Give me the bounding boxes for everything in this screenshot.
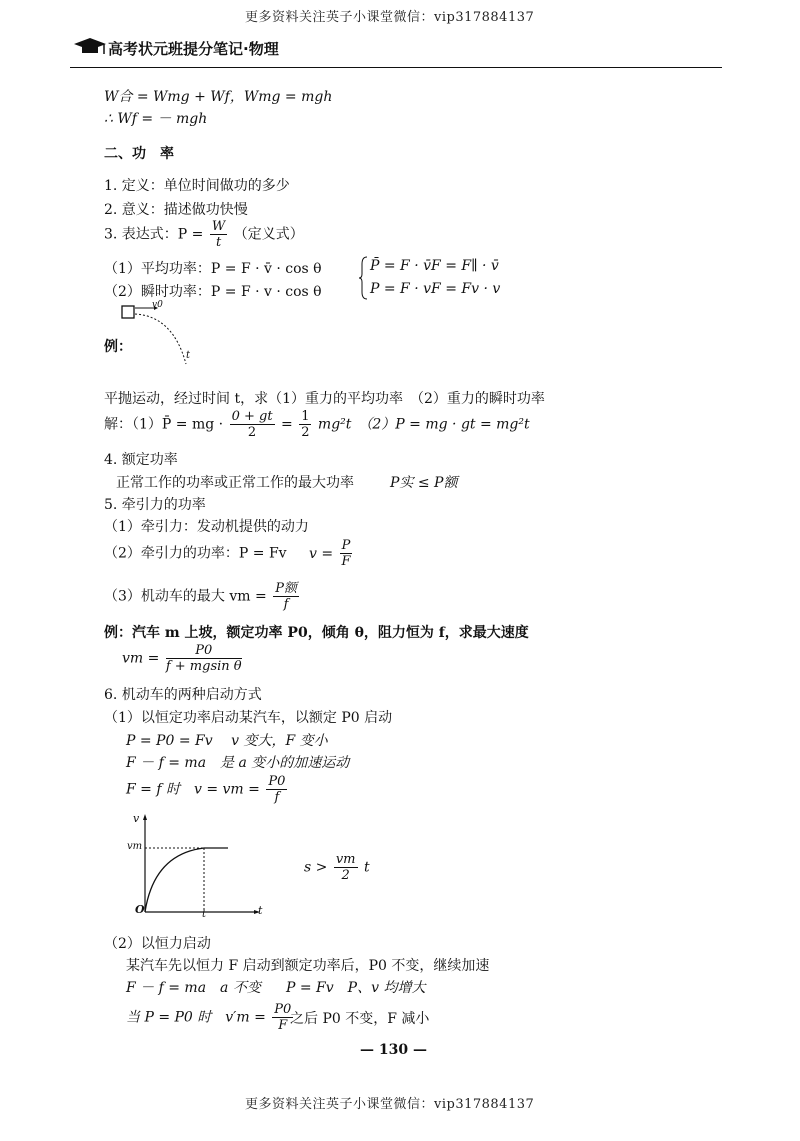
frac-num: P0: [166, 643, 242, 659]
sol-part-a: 解：（1）P̄ = mg ·: [104, 416, 224, 433]
watermark-bottom: 更多资料关注英子小课堂微信：vip317884137: [245, 1097, 535, 1112]
frac-den: F: [341, 554, 351, 569]
def-1: 1. 定义：单位时间做功的多少: [104, 178, 290, 194]
frac-den: f: [283, 597, 289, 612]
traction-title: 5. 牵引力的功率: [104, 497, 206, 513]
fig-v0-label: v0: [152, 300, 163, 310]
projectile-solution: [104, 409, 530, 440]
traction-power-eq: （2）牵引力的功率：P = Fv: [104, 545, 287, 562]
graduation-cap-icon: [72, 36, 108, 62]
graph-t-mark: t: [202, 909, 207, 920]
frac-num: P额: [275, 581, 297, 596]
fraction-half: [299, 409, 311, 440]
def-2: 2. 意义：描述做功快慢: [104, 202, 248, 218]
const-force-eq-1: F － f = ma a 不变: [126, 980, 261, 996]
frac-num: 1: [301, 409, 310, 424]
graph-origin-label: O: [135, 903, 145, 916]
displacement-ineq: [304, 852, 370, 883]
fraction-prated-over-f: [273, 581, 299, 612]
const-power-eq-3: [126, 774, 289, 805]
header-title: 高考状元班提分笔记·物理: [108, 40, 279, 58]
fraction-vm-over-2: [334, 852, 358, 883]
const-power-title: （1）以恒定功率启动某汽车，以额定 P0 启动: [104, 710, 393, 726]
eq-when-label: 当 P = P0 时 v′m =: [126, 1009, 266, 1026]
frac-den: t: [215, 235, 222, 250]
vm-label: vm =: [122, 650, 160, 667]
max-speed: [104, 581, 301, 612]
frac-num: W: [211, 219, 226, 234]
s-t: t: [363, 859, 370, 876]
incline-answer: [122, 643, 244, 674]
frac-num: P: [341, 538, 351, 553]
const-force-after: 之后 P0 不变，F 减小: [290, 1011, 430, 1027]
v-eq: v =: [309, 545, 334, 562]
start-modes-title: 6. 机动车的两种启动方式: [104, 687, 262, 703]
inst-power: （2）瞬时功率：P = F · v · cos θ: [104, 284, 322, 300]
frac-num: P0: [274, 1002, 292, 1017]
frac-den: f + mgsin θ: [165, 659, 242, 674]
traction-power: [104, 538, 354, 569]
const-power-eq-1: P = P0 = Fv v 变大，F 变小: [126, 733, 328, 749]
frac-den: 2: [301, 425, 310, 440]
graph-t-axis: t: [258, 904, 263, 917]
brace-line-2: P = F · vF = Fv · v: [370, 281, 501, 297]
section-title-power: 二、功 率: [104, 146, 174, 162]
sol-part-c: mg²t （2）P = mg · gt = mg²t: [317, 416, 530, 433]
page-number: — 130 —: [360, 1042, 427, 1058]
brace-icon: [358, 256, 368, 304]
eq3-label: F = f 时 v = vm =: [126, 781, 260, 798]
const-force-title: （2）以恒力启动: [104, 936, 211, 952]
fraction-p0-over-sum: [166, 643, 242, 674]
traction-def: （1）牵引力：发动机提供的动力: [104, 519, 309, 535]
fig-t-label: t: [186, 350, 191, 361]
rated-power-title: 4. 额定功率: [104, 452, 178, 468]
graph-vm-label: vm: [127, 841, 143, 852]
def-3-note: （定义式）: [233, 226, 304, 243]
brace-line-1: P̄ = F · v̄F = F∥ · v̄: [370, 258, 499, 274]
header-rule: [70, 67, 722, 68]
s-label: s >: [304, 859, 328, 876]
rated-power-desc: 正常工作的功率或正常工作的最大功率: [116, 475, 354, 491]
def-3: [104, 219, 304, 250]
example-incline: 例：汽车 m 上坡，额定功率 P0，倾角 θ，阻力恒为 f，求最大速度: [104, 625, 529, 641]
frac-den: 2: [341, 868, 350, 883]
frac-num: vm: [335, 852, 356, 867]
fraction-p0-over-f: [266, 774, 287, 805]
frac-den: F: [278, 1018, 288, 1033]
graph-v-label: v: [133, 812, 140, 825]
projectile-figure: [118, 298, 208, 372]
const-force-eq-2: P = Fv P、v 均增大: [286, 980, 426, 996]
work-eq-2: ∴ Wf = － mgh: [104, 111, 208, 127]
frac-den: f: [274, 790, 280, 805]
fraction-gt-over-2: [230, 409, 275, 440]
const-force-desc: 某汽车先以恒力 F 启动到额定功率后，P0 不变，继续加速: [126, 958, 490, 974]
max-speed-label: （3）机动车的最大 vm =: [104, 588, 267, 605]
sol-equals: =: [281, 416, 293, 433]
vt-graph: [128, 812, 268, 924]
projectile-question: 平抛运动，经过时间 t，求（1）重力的平均功率 （2）重力的瞬时功率: [104, 391, 545, 407]
work-eq-1: W合 = Wmg + Wf，Wmg = mgh: [104, 89, 333, 105]
example-label: 例：: [104, 339, 132, 355]
const-force-eq-3: [126, 1002, 295, 1033]
frac-num: P0: [268, 774, 286, 789]
const-power-eq-2: F － f = ma 是 a 变小的加速运动: [126, 755, 350, 771]
fraction-p-over-f: [340, 538, 353, 569]
fraction-w-over-t: [210, 219, 227, 250]
avg-power: （1）平均功率：P = F · v̄ · cos θ: [104, 261, 322, 277]
rated-power-ineq: P实 ≤ P额: [390, 475, 458, 491]
frac-num: 0 + gt: [231, 409, 273, 424]
def-3-label: 3. 表达式：P =: [104, 226, 204, 243]
frac-den: 2: [247, 425, 257, 440]
watermark-top: 更多资料关注英子小课堂微信：vip317884137: [245, 10, 535, 25]
